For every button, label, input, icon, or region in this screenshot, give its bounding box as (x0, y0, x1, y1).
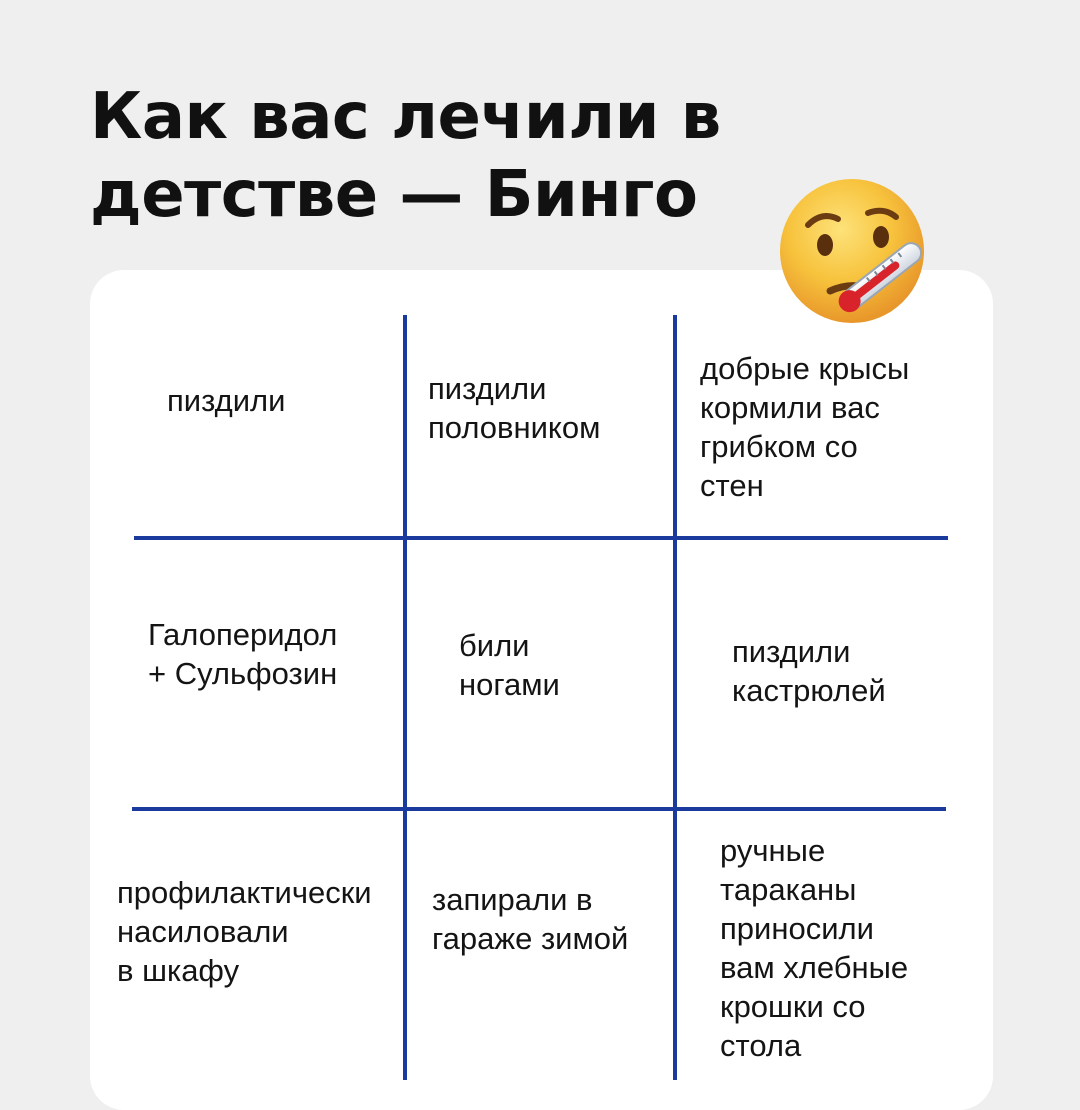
page-title (90, 78, 850, 234)
title-line-2: детстве — Бинго (90, 158, 698, 232)
bingo-cell-6: пиздили кастрюлей (732, 634, 886, 708)
face-with-thermometer-icon (778, 175, 934, 331)
bingo-cell-3: добрые крысы кормили вас грибком со стен (700, 351, 910, 503)
title-line-1: Как вас лечили в (90, 80, 721, 154)
bingo-cell-8: запирали в гараже зимой (432, 882, 629, 956)
bingo-cell-9: ручные тараканы приносили вам хлебные крошки со стола (720, 833, 909, 1063)
bingo-cell-1: пиздили (167, 383, 286, 418)
bingo-cell-4: Галоперидол + Сульфозин (148, 617, 338, 691)
bingo-cell-5: били ногами (459, 628, 560, 702)
bingo-cell-2: пиздили половником (428, 371, 601, 445)
bingo-cell-7: профилактически насиловали в шкафу (117, 875, 372, 988)
